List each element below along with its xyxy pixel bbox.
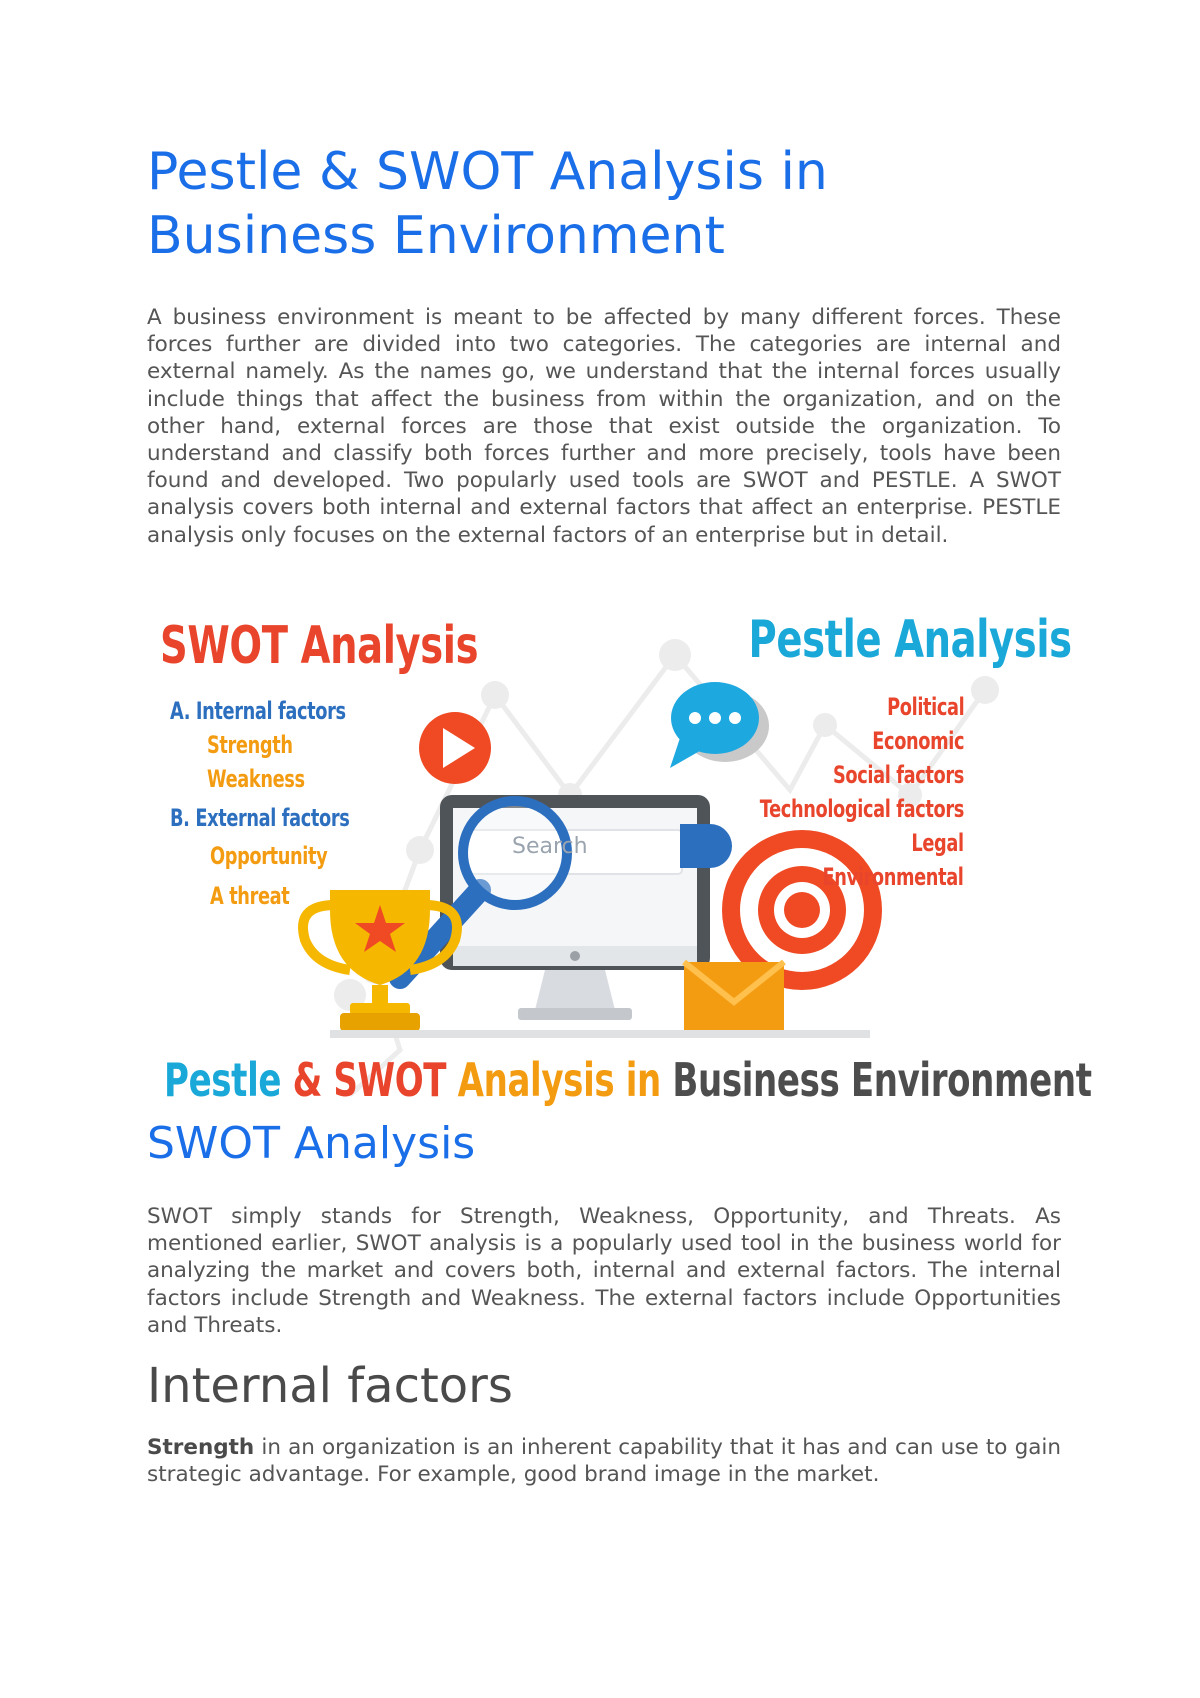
banner-word-pestle: Pestle: [164, 1053, 282, 1107]
weakness-label: Weakness: [207, 765, 305, 793]
pestle-item-social: Social factors: [833, 761, 964, 789]
banner-word-swot: SWOT: [333, 1053, 458, 1107]
swot-paragraph: SWOT simply stands for Strength, Weakness, Opportunity, and Threats. As mentioned earlier, SWOT analysis is a popularly used tool in the business world for analyzing the market and covers both, internal and external factors. The internal factors include Strength and Weakness. The external factors include Opportunities and Threats.: [147, 1204, 1061, 1338]
page-title: Pestle & SWOT Analysis in Business Environment: [147, 142, 828, 266]
banner-words-analysis-in: Analysis in: [457, 1053, 673, 1107]
opportunity-label: Opportunity: [210, 842, 328, 870]
strength-paragraph: [147, 1434, 1061, 1488]
pestle-item-economic: Economic: [872, 727, 964, 755]
external-factors-label: B. External factors: [170, 804, 350, 832]
strength-description: in an organization is an inherent capability that it has and can use to gain strategic advantage. For example, good brand image in the market.: [147, 1435, 1061, 1488]
banner-words-business-environment: Business Environment: [672, 1053, 1092, 1107]
envelope-icon: [684, 962, 784, 1032]
search-placeholder: Search: [512, 834, 588, 859]
pestle-item-technological: Technological factors: [759, 795, 964, 823]
internal-factors-label: A. Internal factors: [170, 697, 346, 725]
banner-ampersand: &: [281, 1053, 334, 1107]
strength-term: Strength: [147, 1435, 255, 1460]
chat-bubble-icon: [670, 682, 769, 768]
pestle-item-legal: Legal: [911, 829, 964, 857]
swot-analysis-heading: SWOT Analysis: [147, 1118, 476, 1169]
bottom-banner: [164, 1052, 1092, 1108]
strength-label: Strength: [207, 731, 293, 759]
play-icon: [419, 712, 491, 784]
internal-factors-heading: Internal factors: [147, 1358, 513, 1414]
swot-analysis-title: SWOT Analysis: [160, 616, 479, 676]
pestle-swot-infographic: [150, 600, 1092, 1110]
pestle-item-environmental: Environmental: [823, 863, 964, 891]
threat-label: A threat: [210, 882, 290, 910]
floor-line: [330, 1030, 870, 1038]
intro-paragraph: A business environment is meant to be affected by many different forces. These forces further are divided into two categories. The categories are internal and external namely. As the names go, we understand that the internal forces usually include things that affect the business from within the organization, and on the other hand, external forces are those that exist outside the organization. To understand and classify both forces further and more precisely, tools have been found and developed. Two popularly used tools are SWOT and PESTLE. A SWOT analysis covers both internal and external factors that affect an enterprise. PESTLE analysis only focuses on the external factors of an enterprise but in detail.: [147, 305, 1061, 548]
pestle-analysis-title: Pestle Analysis: [748, 610, 1072, 670]
trophy-icon: [303, 890, 457, 1031]
pestle-item-political: Political: [886, 693, 964, 721]
